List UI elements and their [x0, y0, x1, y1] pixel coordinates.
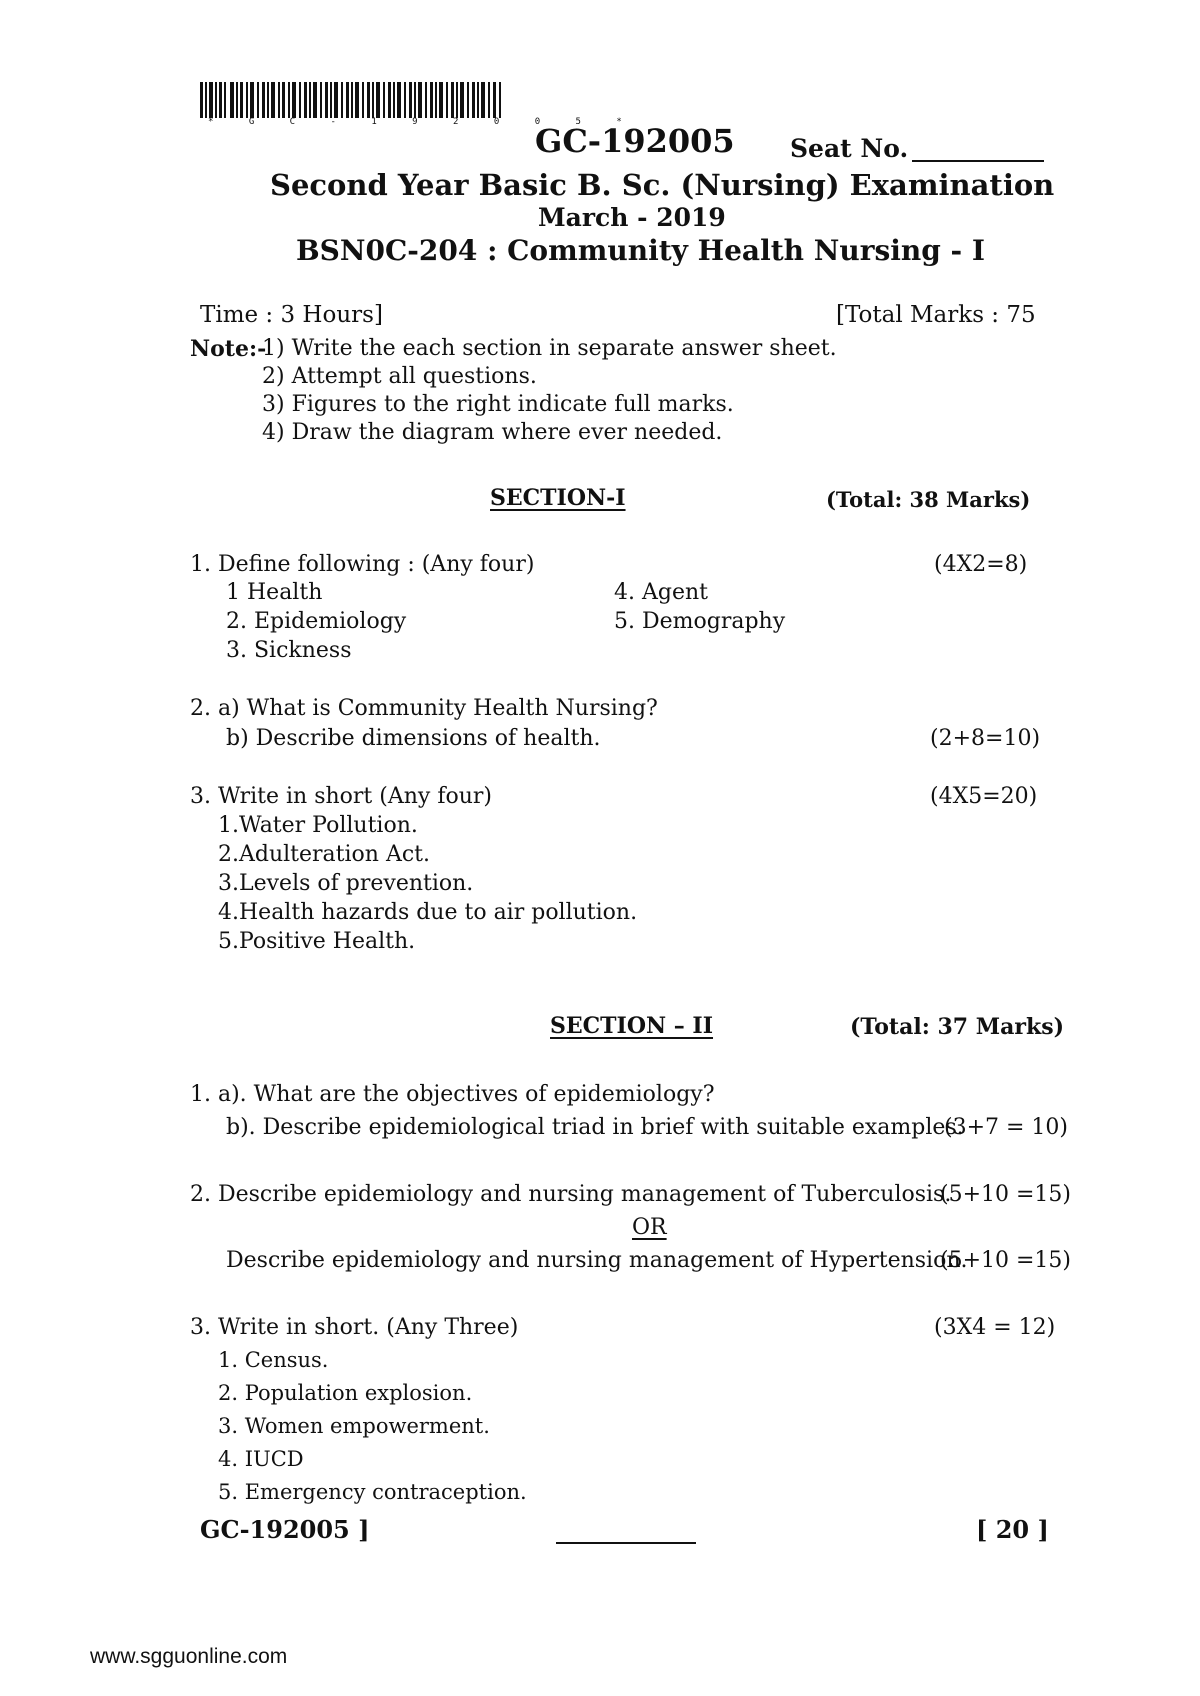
s1-q1-option: 1 Health	[226, 580, 323, 605]
s1-q3-item: 1.Water Pollution.	[218, 813, 418, 838]
s2-q2-text: 2. Describe epidemiology and nursing management of Tuberculosis.	[190, 1182, 952, 1207]
seat-number-blank[interactable]	[912, 160, 1044, 162]
section-1-total: (Total: 38 Marks)	[826, 487, 1031, 512]
note-item: 2) Attempt all questions.	[262, 364, 537, 389]
total-marks: [Total Marks : 75	[836, 302, 1036, 328]
seat-number-label: Seat No.	[790, 134, 909, 163]
subject-title: BSN0C-204 : Community Health Nursing - I	[296, 234, 986, 267]
s2-q2-alt-text: Describe epidemiology and nursing management of Hypertension.	[226, 1248, 968, 1273]
s2-q3-item: 3. Women empowerment.	[218, 1414, 490, 1438]
s1-q3-item: 2.Adulteration Act.	[218, 842, 430, 867]
footer-divider	[556, 1542, 696, 1544]
s1-q2-a: 2. a) What is Community Health Nursing?	[190, 696, 658, 721]
s1-q1-option: 2. Epidemiology	[226, 609, 407, 634]
s2-q3-item: 1. Census.	[218, 1348, 329, 1372]
section-2-total: (Total: 37 Marks)	[850, 1014, 1064, 1040]
s2-q2-alt-marks: (5+10 =15)	[940, 1248, 1072, 1273]
section-1-title: SECTION-I	[490, 485, 626, 511]
s1-q2-b: b) Describe dimensions of health.	[226, 726, 601, 751]
s1-q1-option: 3. Sickness	[226, 638, 352, 663]
barcode	[200, 82, 504, 118]
s1-q3-item: 5.Positive Health.	[218, 929, 416, 954]
page-number: [ 20 ]	[976, 1515, 1049, 1544]
note-item: 3) Figures to the right indicate full marks.	[262, 392, 734, 417]
footer-paper-code: GC-192005 ]	[200, 1515, 370, 1544]
exam-session: March - 2019	[538, 203, 726, 232]
s2-q3-item: 5. Emergency contraception.	[218, 1480, 527, 1504]
s2-q3-stem: 3. Write in short. (Any Three)	[190, 1315, 519, 1340]
s2-q1-a: 1. a). What are the objectives of epidemiology?	[190, 1082, 715, 1107]
paper-code: GC-192005	[535, 122, 735, 160]
exam-title: Second Year Basic B. Sc. (Nursing) Examination	[270, 168, 1055, 202]
note-item: 1) Write the each section in separate answer sheet.	[262, 336, 837, 361]
barcode-digits: * G C - 1 9 2 0 0 5 *	[208, 117, 637, 127]
s2-q1-marks: (3+7 = 10)	[944, 1115, 1069, 1140]
s2-q1-b: b). Describe epidemiological triad in brief with suitable examples.	[226, 1115, 964, 1140]
s1-q2-marks: (2+8=10)	[930, 726, 1041, 751]
s1-q1-marks: (4X2=8)	[934, 552, 1028, 577]
exam-duration: Time : 3 Hours]	[200, 302, 383, 328]
s1-q1-stem: 1. Define following : (Any four)	[190, 552, 535, 577]
s1-q3-stem: 3. Write in short (Any four)	[190, 784, 492, 809]
s2-q2-marks: (5+10 =15)	[940, 1182, 1072, 1207]
note-label: Note:-	[190, 336, 267, 362]
website-link[interactable]: www.sgguonline.com	[90, 1645, 288, 1668]
s1-q3-item: 4.Health hazards due to air pollution.	[218, 900, 638, 925]
note-item: 4) Draw the diagram where ever needed.	[262, 420, 723, 445]
s1-q1-option: 5. Demography	[614, 609, 786, 634]
s2-q3-item: 2. Population explosion.	[218, 1381, 473, 1405]
s2-q2-or: OR	[632, 1215, 667, 1240]
s1-q3-marks: (4X5=20)	[930, 784, 1038, 809]
s1-q3-item: 3.Levels of prevention.	[218, 871, 474, 896]
section-2-title: SECTION – II	[550, 1013, 714, 1039]
s2-q3-marks: (3X4 = 12)	[934, 1315, 1056, 1340]
s1-q1-option: 4. Agent	[614, 580, 708, 605]
s2-q3-item: 4. IUCD	[218, 1447, 304, 1471]
